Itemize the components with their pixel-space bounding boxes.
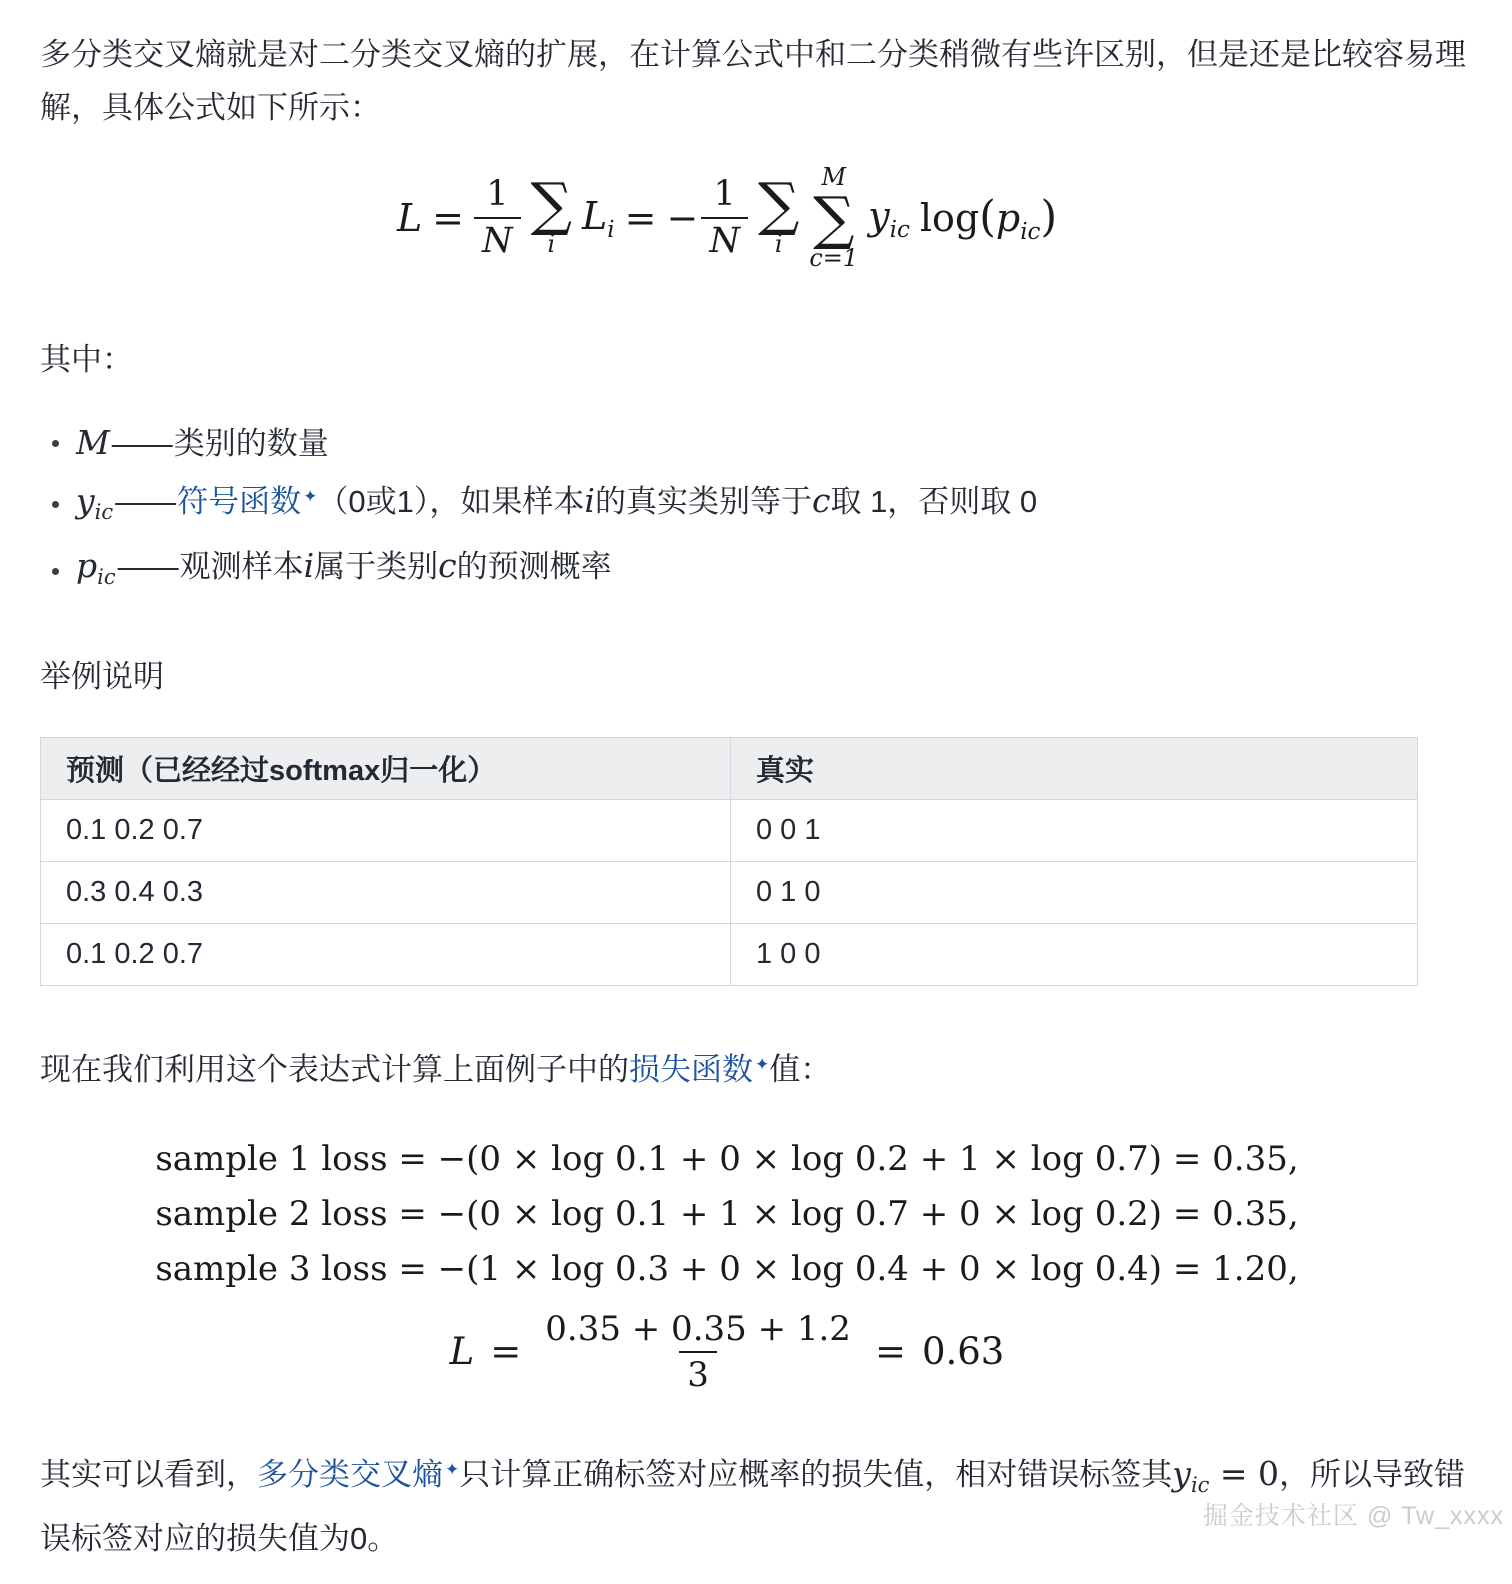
sparkle-icon[interactable]: ✦	[303, 486, 318, 506]
truth-cell: 0 1 0	[731, 861, 1418, 923]
list-item-M	[40, 416, 1472, 470]
main-formula-block	[40, 164, 1414, 273]
paragraph-text: 现在我们利用这个表达式计算上面例子中的	[40, 1051, 629, 1087]
fraction-1-over-N: $\frac{1}{N}$	[474, 172, 521, 265]
bullet-dot	[52, 440, 59, 447]
equals-sign: =	[490, 1330, 522, 1374]
definition-text: 的预测概率	[456, 548, 612, 584]
paragraph-text: 其实可以看到，	[40, 1456, 257, 1492]
loss-function-link[interactable]: 损失函数	[629, 1051, 753, 1087]
symbol-yic: y	[1172, 1453, 1191, 1493]
equals-sign: =	[874, 1330, 906, 1374]
example-table	[40, 737, 1418, 986]
sample2-loss-equation: sample 2 loss = −(0 × log 0.1 + 1 × log 0.7 + 0 × log 0.2) = 0.35,	[155, 1193, 1299, 1234]
loss-fraction: $\frac{0.35 + 0.35 + 1.2}{3}$	[537, 1307, 859, 1397]
conclusion-paragraph: 其实可以看到，多分类交叉熵 ✦只计算正确标签对应概率的损失值，相对错误标签其$y_{ic} = 0$，所以导致错误标签对应的损失值为0。	[40, 1453, 1466, 1556]
table-row	[41, 923, 1418, 985]
sample1-loss-equation: sample 1 loss = −(0 × log 0.1 + 0 × log 0.2 + 1 × log 0.7) = 0.35,	[155, 1138, 1299, 1179]
sign-function-link[interactable]: 符号函数	[177, 483, 302, 519]
formula-yic: $y_{ic}$	[868, 193, 910, 243]
symbol-pic: p	[76, 545, 98, 585]
definition-text: 取 1，否则取 0	[830, 483, 1038, 519]
paragraph-text: 只计算正确标签对应概率的损失值，相对错误标签其	[459, 1456, 1173, 1492]
formula-Li: $L_i$	[582, 193, 615, 243]
formula-L: L	[449, 1330, 475, 1374]
definition-text: 观测样本	[179, 548, 304, 584]
paragraph-text: 值：	[769, 1051, 832, 1087]
symbol-c: c	[811, 480, 831, 520]
table-header-prediction: 预测（已经经过softmax归一化）	[41, 737, 731, 799]
equals-sign: =	[624, 196, 657, 241]
paragraph-text: ，所以导致错误标签对应的损失值为0。	[40, 1456, 1466, 1556]
compute-loss-paragraph	[40, 1038, 1472, 1096]
example-heading: 举例说明	[40, 658, 164, 694]
definition-text: 类别的数量	[173, 425, 329, 461]
sum-over-i: ∑ i	[757, 169, 800, 259]
formula-log-pic: $\log(p_{ic})$	[919, 191, 1058, 245]
prediction-cell: 0.3 0.4 0.3	[41, 861, 731, 923]
definition-list	[40, 416, 1472, 604]
intro-paragraph: 多分类交叉熵就是对二分类交叉熵的扩展，在计算公式中和二分类稍微有些许区别，但是还是比较容易理解，具体公式如下所示：	[40, 37, 1466, 125]
table-header-row	[41, 737, 1418, 799]
em-dash: ——	[111, 425, 172, 461]
prediction-cell: 0.1 0.2 0.7	[41, 799, 731, 861]
symbol-yic: y	[76, 480, 95, 520]
sparkle-icon[interactable]: ✦	[755, 1054, 770, 1074]
sample3-loss-equation: sample 3 loss = −(1 × log 0.3 + 0 × log 0.4 + 0 × log 0.4) = 1.20,	[155, 1248, 1299, 1289]
truth-cell: 0 0 1	[731, 799, 1418, 861]
definition-text: 属于类别	[314, 548, 439, 584]
sparkle-icon[interactable]: ✦	[445, 1459, 460, 1479]
list-item-yic: $y_{ic}——$符号函数 ✦（0或1），如果样本i的真实类别等于c取 1，否则取 0	[40, 470, 1472, 539]
average-loss-formula	[40, 1307, 1414, 1397]
sample-loss-lines	[155, 1132, 1298, 1297]
among-label: 其中：	[40, 341, 133, 377]
multiclass-crossentropy-link[interactable]: 多分类交叉熵	[257, 1456, 443, 1492]
minus-sign: −	[666, 196, 699, 241]
em-dash: ——	[115, 483, 176, 519]
symbol-M: M	[76, 422, 110, 462]
symbol-i: i	[303, 545, 315, 585]
symbol-i: i	[584, 480, 595, 520]
equals-zero: = 0	[1209, 1453, 1280, 1493]
sum-c-1-to-M: M ∑ c=1	[809, 163, 859, 272]
table-header-truth: 真实	[731, 737, 1418, 799]
list-item-pic: $p_{ic}——$观测样本i属于类别c的预测概率	[40, 539, 1472, 604]
definition-text: （0或1），如果样本	[317, 483, 585, 519]
sum-over-i: ∑ i	[530, 169, 573, 259]
table-row	[41, 799, 1418, 861]
prediction-cell: 0.1 0.2 0.7	[41, 923, 731, 985]
formula-L: L	[396, 196, 423, 241]
fraction-1-over-N: $\frac{1}{N}$	[701, 172, 748, 265]
symbol-c: c	[438, 545, 457, 585]
bullet-dot	[52, 568, 59, 575]
em-dash: ——	[117, 548, 178, 584]
loss-value: 0.63	[921, 1330, 1005, 1374]
watermark: 掘金技术社区 @ Tw_xxxx	[1202, 1502, 1504, 1530]
main-formula	[392, 164, 1062, 273]
equals-sign: =	[432, 196, 465, 241]
definition-text: 的真实类别等于	[594, 483, 812, 519]
truth-cell: 1 0 0	[731, 923, 1418, 985]
bullet-dot	[52, 501, 59, 508]
table-row	[41, 861, 1418, 923]
loss-equations-block	[40, 1132, 1414, 1397]
